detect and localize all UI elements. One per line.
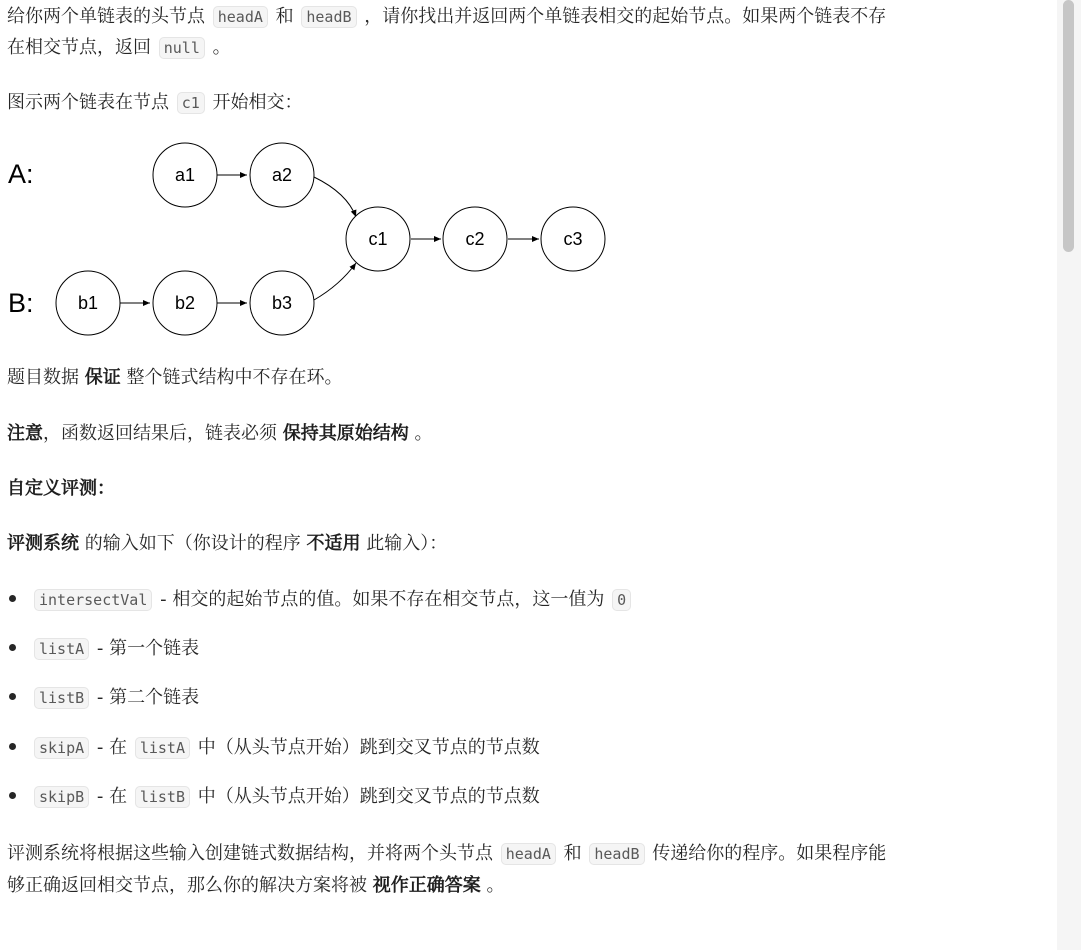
node-c1 xyxy=(346,207,410,271)
inline-code: 0 xyxy=(612,589,631,611)
inline-code: intersectVal xyxy=(34,589,152,611)
inline-code: skipA xyxy=(34,737,89,759)
caption-text: 图示两个链表在节点 xyxy=(7,92,169,113)
note-label: 注意 xyxy=(7,423,43,444)
node-label: a2 xyxy=(271,165,293,185)
paragraph-text: 传递给你的程序。如果程序能 xyxy=(652,843,887,864)
list-item-text: - 第一个链表 xyxy=(96,638,200,659)
emphasis-guarantee: 保证 xyxy=(84,367,121,388)
paragraph-text: ，函数返回结果后，链表必须 xyxy=(43,423,277,444)
node-c3 xyxy=(541,207,605,271)
closing-line-2 xyxy=(7,872,504,900)
note-paragraph xyxy=(7,420,432,448)
label-b: B: xyxy=(8,288,34,318)
node-label: b3 xyxy=(271,293,293,313)
list-item-text: - 在 xyxy=(96,786,128,807)
paragraph-text: 的输入如下（你设计的程序 xyxy=(84,533,301,554)
inline-code-headB: headB xyxy=(589,843,644,865)
list-item xyxy=(7,586,633,614)
label-a: A: xyxy=(8,159,34,189)
intro-text: 和 xyxy=(275,6,294,27)
paragraph-text: 评测系统将根据这些输入创建链式数据结构，并将两个头节点 xyxy=(7,843,493,864)
node-b1 xyxy=(56,271,120,335)
intro-text: 给你两个单链表的头节点 xyxy=(7,6,205,27)
intro-line-1 xyxy=(7,3,886,31)
inline-code: listA xyxy=(34,638,89,660)
node-a1 xyxy=(153,143,217,207)
bullet-icon xyxy=(9,644,16,651)
node-label: c2 xyxy=(465,229,485,249)
paragraph-text: 。 xyxy=(414,423,433,444)
scrollbar-thumb[interactable] xyxy=(1063,0,1074,252)
paragraph-text: 题目数据 xyxy=(7,367,79,388)
paragraph-text: 此输入）： xyxy=(366,533,448,554)
paragraph-text: 够正确返回相交节点，那么你的解决方案将被 xyxy=(7,875,367,896)
inline-code-c1: c1 xyxy=(177,92,205,114)
paragraph-text: 整个链式结构中不存在环。 xyxy=(126,367,343,388)
inline-code: listB xyxy=(135,786,190,808)
closing-line-1 xyxy=(7,840,886,868)
intro-text: ，请你找出并返回两个单链表相交的起始节点。如果两个链表不存 xyxy=(364,6,887,27)
node-b2 xyxy=(153,271,217,335)
node-label: a1 xyxy=(174,165,196,185)
list-item-text: 中（从头节点开始）跳到交叉节点的节点数 xyxy=(197,786,540,807)
inline-code-headA: headA xyxy=(213,6,268,28)
linked-list-intersection-diagram xyxy=(7,135,627,345)
list-item xyxy=(7,635,199,663)
list-item xyxy=(7,783,540,811)
list-item-text: - 相交的起始节点的值。如果不存在相交节点，这一值为 xyxy=(160,589,605,610)
intro-text: 。 xyxy=(212,37,231,58)
list-item xyxy=(7,734,540,762)
caption-text: 开始相交： xyxy=(212,92,303,113)
paragraph-text: 。 xyxy=(486,875,505,896)
emphasis-judge-system: 评测系统 xyxy=(7,533,79,554)
bullet-icon xyxy=(9,792,16,799)
heading-text: 自定义评测： xyxy=(7,478,115,499)
list-item-text: - 在 xyxy=(96,737,128,758)
bullet-icon xyxy=(9,693,16,700)
node-c2 xyxy=(443,207,507,271)
edge-b3-c1 xyxy=(314,263,356,300)
node-b3 xyxy=(250,271,314,335)
paragraph-text: 和 xyxy=(563,843,582,864)
node-label: b1 xyxy=(77,293,99,313)
node-label: b2 xyxy=(174,293,196,313)
no-cycle-paragraph xyxy=(7,364,342,392)
node-label: c1 xyxy=(368,229,388,249)
inline-code-null: null xyxy=(159,37,205,59)
bullet-icon xyxy=(9,595,16,602)
emphasis-not-applicable: 不适用 xyxy=(306,533,361,554)
emphasis-correct-answer: 视作正确答案 xyxy=(372,875,481,896)
judge-input-paragraph xyxy=(7,530,447,558)
vertical-scrollbar[interactable] xyxy=(1057,0,1081,950)
list-item-text: 中（从头节点开始）跳到交叉节点的节点数 xyxy=(197,737,540,758)
emphasis-keep-structure: 保持其原始结构 xyxy=(282,423,409,444)
inline-code: skipB xyxy=(34,786,89,808)
inline-code-headA: headA xyxy=(501,843,556,865)
edge-a2-c1 xyxy=(314,177,356,217)
inline-code: listA xyxy=(135,737,190,759)
figure-caption xyxy=(7,89,303,117)
node-label: c3 xyxy=(563,229,583,249)
custom-judge-heading xyxy=(7,475,115,503)
inline-code-headB: headB xyxy=(301,6,356,28)
bullet-icon xyxy=(9,743,16,750)
list-item xyxy=(7,684,199,712)
list-item-text: - 第二个链表 xyxy=(96,687,200,708)
inline-code: listB xyxy=(34,687,89,709)
intro-line-2 xyxy=(7,34,231,62)
node-a2 xyxy=(250,143,314,207)
intro-text: 在相交节点，返回 xyxy=(7,37,151,58)
